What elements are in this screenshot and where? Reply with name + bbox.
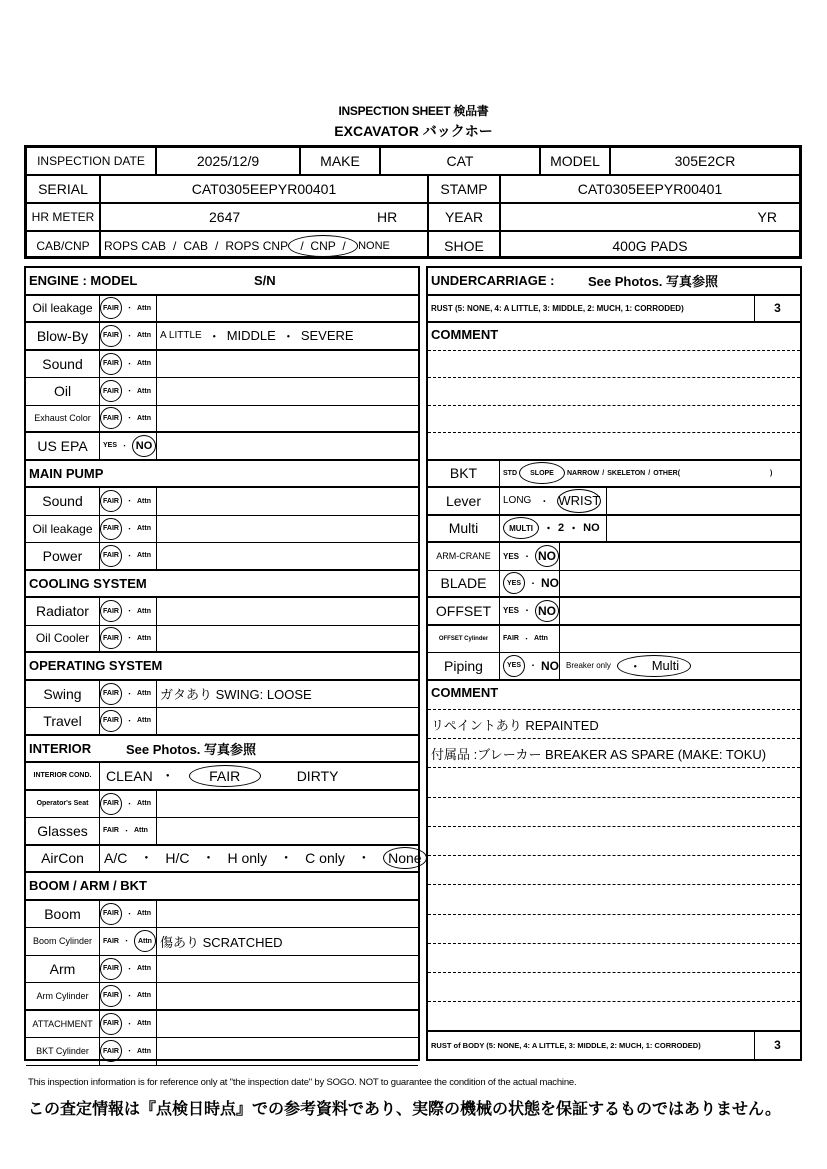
hr-meter-value: 2647 xyxy=(209,209,241,225)
option-attn[interactable]: Attn xyxy=(137,525,151,533)
multi-row xyxy=(428,516,800,544)
option-attn[interactable]: Attn xyxy=(137,965,151,973)
make-label: MAKE xyxy=(301,148,381,174)
option-fair-selected[interactable]: FAIR xyxy=(100,325,122,347)
option-attn[interactable]: Attn xyxy=(137,1020,151,1028)
option-fair-selected[interactable]: FAIR xyxy=(100,683,122,705)
piping-row-label: Piping xyxy=(428,653,500,679)
item-label: Boom Cylinder xyxy=(26,928,100,955)
operating-item xyxy=(26,708,418,736)
section-main-pump xyxy=(26,461,418,489)
comment-line[interactable] xyxy=(428,738,800,739)
bkt-option[interactable]: ) xyxy=(770,469,773,477)
engine-item xyxy=(26,406,418,434)
comment-line[interactable] xyxy=(428,943,800,944)
option-attn[interactable]: Attn xyxy=(137,552,151,560)
item-label: Boom xyxy=(26,901,100,928)
separator: ・ xyxy=(126,690,133,698)
interior-cond-options xyxy=(106,763,338,789)
fair-attn-options xyxy=(100,626,157,652)
aircon-option-selected[interactable]: None xyxy=(383,847,427,869)
option-attn[interactable]: Attn xyxy=(137,304,151,312)
boom-item xyxy=(26,983,418,1011)
separator: ・ xyxy=(126,525,133,533)
blade-row-label: BLADE xyxy=(428,571,500,597)
blade-options xyxy=(500,571,560,597)
bkt-option[interactable]: OTHER( xyxy=(653,469,681,477)
bkt-option[interactable]: SKELETON xyxy=(607,469,646,477)
year-unit: YR xyxy=(757,209,777,225)
arm-crane-row xyxy=(428,543,800,571)
separator: ・ xyxy=(126,332,133,340)
boom-item xyxy=(26,928,418,956)
arm_crane-options xyxy=(500,543,560,570)
option-fair-selected[interactable]: FAIR xyxy=(100,1040,122,1062)
option-fair[interactable]: FAIR xyxy=(103,937,119,945)
item-label: Oil Cooler xyxy=(26,626,100,652)
comment-line[interactable] xyxy=(428,709,800,710)
interior-cond-label: INTERIOR COND. xyxy=(26,763,100,789)
option-fair-selected[interactable]: FAIR xyxy=(100,793,122,815)
option-attn[interactable]: Attn xyxy=(137,360,151,368)
sheet-subtitle: EXCAVATOR バックホー xyxy=(334,123,493,139)
offset-options xyxy=(500,598,560,624)
separator: ・ xyxy=(126,552,133,560)
option-attn[interactable]: Attn xyxy=(533,635,548,643)
comment-line[interactable] xyxy=(428,914,800,915)
separator: ・ xyxy=(126,717,133,725)
rust-body-row xyxy=(428,1032,800,1060)
aircon-option[interactable]: H only xyxy=(227,850,268,867)
separator: ・ xyxy=(126,1048,133,1056)
piping-sub xyxy=(566,653,691,679)
item-label: Sound xyxy=(26,488,100,515)
item-label: ATTACHMENT xyxy=(26,1011,100,1038)
engine-sn-label: S/N xyxy=(254,273,276,289)
section-boom xyxy=(26,873,418,901)
rust-value: 3 xyxy=(754,296,800,322)
option-attn[interactable]: Attn xyxy=(137,387,151,395)
section-interior-title: INTERIOR xyxy=(29,740,92,756)
fair-attn-options xyxy=(100,708,157,734)
offset-cyl-options xyxy=(500,626,560,653)
item-label: Radiator xyxy=(26,598,100,625)
fair-attn-options xyxy=(100,956,157,983)
cab-option-none[interactable]: NONE xyxy=(358,239,390,252)
comment-label: COMMENT xyxy=(431,327,499,342)
blade-row xyxy=(428,571,800,599)
fair-attn-options xyxy=(100,323,157,349)
footer-disclaimer-en: This inspection information is for reference only at "the inspection date" by SOGO. NOT to guarantee the condition of the actual machine. xyxy=(28,1077,577,1088)
item-note: 傷あり SCRATCHED xyxy=(160,934,283,950)
option-attn[interactable]: Attn xyxy=(137,910,151,918)
multi-row-label: Multi xyxy=(428,516,500,542)
option-no[interactable]: NO xyxy=(541,658,559,673)
cond-option-selected[interactable]: FAIR xyxy=(189,765,261,787)
comment-text: 付属品 :ブレーカー BREAKER AS SPARE (MAKE: TOKU) xyxy=(431,747,767,762)
separator: ・ xyxy=(207,329,221,345)
aircon-options xyxy=(104,846,427,872)
arm-crane-row-label: ARM-CRANE xyxy=(428,543,500,570)
main-pump-item xyxy=(26,543,418,571)
cab-option-cnp-selected[interactable]: / CNP / xyxy=(288,235,358,257)
aircon-option[interactable]: A/C xyxy=(104,850,128,867)
engine-item xyxy=(26,433,418,461)
option-fair-selected[interactable]: FAIR xyxy=(100,710,122,732)
option-attn-selected[interactable]: Attn xyxy=(134,930,156,952)
section-cooling xyxy=(26,571,418,599)
option-attn[interactable]: Attn xyxy=(137,607,151,615)
severity-option[interactable]: A LITTLE xyxy=(160,330,202,342)
option-attn[interactable]: Attn xyxy=(137,332,151,340)
separator: ・ xyxy=(126,1020,133,1028)
comment-line[interactable] xyxy=(428,767,800,768)
separator: ・ xyxy=(126,992,133,1000)
offset-row xyxy=(428,598,800,626)
shoe-label: SHOE xyxy=(429,232,501,259)
option-attn[interactable]: Attn xyxy=(137,497,151,505)
bkt-options xyxy=(500,461,772,487)
item-label: Oil leakage xyxy=(26,296,100,322)
option-fair[interactable]: FAIR xyxy=(103,827,119,835)
separator: ・ xyxy=(126,415,133,423)
interior-condition-row xyxy=(26,763,418,791)
model-value: 305E2CR xyxy=(674,153,736,169)
fair-attn-options xyxy=(100,818,157,844)
footer-disclaimer-ja: この査定情報は『点検日時点』での参考資料であり、実際の機械の状態を保証するものではありません。 xyxy=(28,1101,781,1118)
cooling-item xyxy=(26,626,418,654)
option-fair-selected[interactable]: FAIR xyxy=(100,490,122,512)
separator: ・ xyxy=(126,608,133,616)
stamp-label: STAMP xyxy=(429,176,501,202)
offset-row-label: OFFSET xyxy=(428,598,500,624)
breaker-only-option[interactable]: Breaker only xyxy=(566,661,611,671)
bkt-option[interactable]: STD xyxy=(503,469,517,477)
fair-attn-options xyxy=(100,791,157,818)
inspection-date-value: 2025/12/9 xyxy=(157,148,301,174)
option-attn[interactable]: Attn xyxy=(137,800,151,808)
fair-attn-options xyxy=(100,598,157,625)
section-boom-title: BOOM / ARM / BKT xyxy=(29,878,147,894)
operating-item xyxy=(26,681,418,709)
stamp-value: CAT0305EEPYR00401 xyxy=(577,181,723,197)
option-no-selected[interactable]: NO xyxy=(132,435,156,457)
item-label: Swing xyxy=(26,681,100,708)
aircon-option[interactable]: C only xyxy=(305,850,345,867)
right-panel xyxy=(426,266,802,1061)
separator: ・ xyxy=(126,965,133,973)
header-row-date xyxy=(27,148,799,176)
inspection-date-label: INSPECTION DATE xyxy=(27,148,157,174)
severity-option[interactable]: SEVERE xyxy=(300,328,354,344)
left-panel xyxy=(24,266,420,1061)
option-no-selected[interactable]: NO xyxy=(535,600,559,622)
cab-option-rops-cab[interactable]: ROPS CAB xyxy=(104,238,167,253)
cond-option[interactable]: DIRTY xyxy=(296,767,339,784)
fair-attn-options xyxy=(100,1011,157,1038)
item-label: Oil xyxy=(26,378,100,405)
fair-attn-options xyxy=(100,543,157,569)
option-fair-selected[interactable]: FAIR xyxy=(100,1013,122,1035)
option-no-selected[interactable]: NO xyxy=(535,545,559,567)
section-interior xyxy=(26,736,418,764)
separator: ・ xyxy=(121,442,129,450)
separator: ・ xyxy=(126,910,133,918)
separator: ・ xyxy=(126,635,133,643)
separator: ・ xyxy=(126,388,133,396)
comment-label: COMMENT xyxy=(431,684,499,700)
separator: ・ xyxy=(201,850,216,867)
fair-attn-options xyxy=(100,433,157,459)
rust-body-label: RUST of BODY (5: NONE, 4: A LITTLE, 3: MIDDLE, 2: MUCH, 1: CORRODED) xyxy=(431,1040,701,1050)
item-label: Blow-By xyxy=(26,323,100,349)
main-pump-item xyxy=(26,488,418,516)
item-label: Operator's Seat xyxy=(26,791,100,818)
engine-item xyxy=(26,296,418,324)
comment-line[interactable] xyxy=(428,432,800,433)
item-label: US EPA xyxy=(26,433,100,459)
interior-item xyxy=(26,791,418,819)
option-attn[interactable]: Attn xyxy=(133,827,148,835)
separator: ・ xyxy=(126,305,133,313)
undercarriage-see-photos: See Photos. 写真参照 xyxy=(588,274,719,290)
separator: ・ xyxy=(139,850,154,867)
option-attn[interactable]: Attn xyxy=(137,634,151,642)
aircon-option[interactable]: H/C xyxy=(165,850,190,867)
section-operating xyxy=(26,653,418,681)
option-yes[interactable]: YES xyxy=(103,442,118,450)
header-row-hours xyxy=(27,204,799,232)
separator: ・ xyxy=(522,635,530,643)
comment-line[interactable] xyxy=(428,826,800,827)
comment-line[interactable] xyxy=(428,972,800,973)
aircon-row xyxy=(26,846,422,874)
main-pump-item xyxy=(26,516,418,544)
item-label: Sound xyxy=(26,351,100,378)
option-attn[interactable]: Attn xyxy=(137,1047,151,1055)
rust-label: RUST (5: NONE, 4: A LITTLE, 3: MIDDLE, 2: MUCH, 1: CORRODED) xyxy=(431,303,684,313)
option-fair-selected[interactable]: FAIR xyxy=(100,958,122,980)
option-fair-selected[interactable]: FAIR xyxy=(100,600,122,622)
section-cooling-title: COOLING SYSTEM xyxy=(29,575,147,591)
engine-item xyxy=(26,378,418,406)
multi-piping-label: Multi xyxy=(651,658,680,674)
boom-item xyxy=(26,1038,418,1066)
boom-item xyxy=(26,956,418,984)
separator: ・ xyxy=(628,659,642,675)
undercarriage-comment-box xyxy=(428,323,800,461)
slash: / xyxy=(602,469,605,477)
item-label: Travel xyxy=(26,708,100,734)
separator: ・ xyxy=(122,827,130,835)
blow-by-severity-options xyxy=(160,323,354,349)
comment-line[interactable] xyxy=(428,377,800,378)
multi-option-no[interactable]: NO xyxy=(583,522,600,535)
item-label: Power xyxy=(26,543,100,569)
fair-attn-options xyxy=(100,378,157,405)
header-row-serial xyxy=(27,176,799,204)
fair-attn-options xyxy=(100,681,157,708)
section-undercarriage xyxy=(428,268,800,296)
comment-line[interactable] xyxy=(428,1001,800,1002)
separator: ・ xyxy=(523,551,532,561)
shoe-value: 400G PADS xyxy=(612,237,688,254)
boom-item xyxy=(26,901,418,929)
header-row-cab xyxy=(27,232,799,259)
section-undercarriage-title: UNDERCARRIAGE : xyxy=(431,273,555,289)
hr-meter-label: HR METER xyxy=(27,204,101,230)
multi-option-2[interactable]: 2 xyxy=(558,522,565,535)
piping-options xyxy=(500,653,560,679)
separator: ・ xyxy=(160,767,175,784)
interior-see-photos: See Photos. 写真参照 xyxy=(126,741,257,757)
item-label: Exhaust Color xyxy=(26,406,100,432)
fair-attn-options xyxy=(100,516,157,543)
comment-line[interactable] xyxy=(428,350,800,351)
comment-text: リペイントあり REPAINTED xyxy=(431,717,599,733)
make-value: CAT xyxy=(381,148,541,174)
cond-option[interactable]: CLEAN xyxy=(106,767,153,784)
option-attn[interactable]: Attn xyxy=(137,992,151,1000)
separator: ・ xyxy=(126,498,133,506)
year-cell xyxy=(501,204,799,230)
lever-option-long[interactable]: LONG xyxy=(503,495,532,507)
rust-row xyxy=(428,296,800,324)
bkt-row-label: BKT xyxy=(428,461,500,487)
section-main-pump-title: MAIN PUMP xyxy=(29,465,104,481)
separator: ・ xyxy=(122,938,130,946)
comment-box xyxy=(428,681,800,1032)
multi-piping-selected[interactable] xyxy=(617,655,691,677)
separator: ・ xyxy=(126,800,133,808)
lever-options xyxy=(500,488,607,514)
option-fair-selected[interactable]: FAIR xyxy=(100,545,122,567)
comment-line[interactable] xyxy=(428,797,800,798)
fair-attn-options xyxy=(100,296,157,322)
separator: ・ xyxy=(543,523,554,536)
fair-attn-options xyxy=(100,406,157,432)
cab-option-cab[interactable]: CAB xyxy=(183,238,209,253)
option-fair-selected[interactable]: FAIR xyxy=(100,380,122,402)
option-fair-selected[interactable]: FAIR xyxy=(100,985,122,1007)
separator: ・ xyxy=(279,850,294,867)
fair-attn-options xyxy=(100,983,157,1009)
cooling-item xyxy=(26,598,418,626)
option-fair-selected[interactable]: FAIR xyxy=(100,297,122,319)
section-operating-title: OPERATING SYSTEM xyxy=(29,658,163,674)
multi-options xyxy=(500,516,607,542)
option-fair-selected[interactable]: FAIR xyxy=(100,903,122,925)
bkt-row xyxy=(428,461,800,489)
fair-attn-options xyxy=(100,901,157,928)
interior-item xyxy=(26,818,418,846)
separator: ・ xyxy=(356,850,371,867)
slash: / xyxy=(648,469,651,477)
item-label: Arm Cylinder xyxy=(26,983,100,1009)
option-no[interactable]: NO xyxy=(541,576,559,591)
option-fair-selected[interactable]: FAIR xyxy=(100,407,122,429)
comment-line[interactable] xyxy=(428,884,800,885)
separator: ・ xyxy=(523,606,532,616)
separator: ・ xyxy=(529,578,537,588)
option-fair-selected[interactable]: FAIR xyxy=(100,518,122,540)
comment-line[interactable] xyxy=(428,405,800,406)
lever-row-label: Lever xyxy=(428,488,500,514)
bkt-option-selected[interactable]: SLOPE xyxy=(519,462,565,484)
option-yes-selected[interactable]: YES xyxy=(503,572,525,594)
bkt-option[interactable]: NARROW xyxy=(567,469,600,477)
cab-option-rops-cnp[interactable]: ROPS CNP xyxy=(225,238,289,253)
option-attn[interactable]: Attn xyxy=(137,414,151,422)
item-label: Glasses xyxy=(26,818,100,844)
comment-line[interactable] xyxy=(428,855,800,856)
engine-item xyxy=(26,323,418,351)
cab-label: CAB/CNP xyxy=(27,232,101,259)
serial-label: SERIAL xyxy=(27,176,101,202)
lever-row xyxy=(428,488,800,516)
fair-attn-options xyxy=(100,928,157,955)
item-label: BKT Cylinder xyxy=(26,1038,100,1065)
offset-cylinder-row-label: OFFSET Cylinder xyxy=(428,626,500,653)
item-note: ガタあり SWING: LOOSE xyxy=(160,687,312,703)
fair-attn-options xyxy=(100,351,157,378)
severity-option[interactable]: MIDDLE xyxy=(226,328,276,344)
separator: ・ xyxy=(281,329,295,345)
option-yes[interactable]: YES xyxy=(503,551,520,561)
separator: ・ xyxy=(529,661,537,671)
aircon-label: AirCon xyxy=(26,846,100,872)
multi-option-multi-selected[interactable]: MULTI xyxy=(503,517,539,539)
option-fair-selected[interactable]: FAIR xyxy=(100,353,122,375)
hr-meter-cell xyxy=(101,204,429,230)
header-table xyxy=(24,145,802,259)
separator: ・ xyxy=(126,360,133,368)
boom-item xyxy=(26,1011,418,1039)
separator: ・ xyxy=(568,523,580,536)
offset-cylinder-row xyxy=(428,626,800,654)
item-label: Arm xyxy=(26,956,100,983)
lever-option-wrist-selected[interactable]: WRIST xyxy=(557,489,601,513)
option-fair-selected[interactable]: FAIR xyxy=(100,627,122,649)
cab-options: ROPS CAB / CAB / ROPS CNP / CNP / NONE xyxy=(101,232,429,259)
option-fair[interactable]: FAIR xyxy=(503,635,519,643)
serial-value: CAT0305EEPYR00401 xyxy=(101,176,429,202)
section-engine-title: ENGINE : MODEL xyxy=(29,273,138,289)
sheet-title: INSPECTION SHEET 検品書 xyxy=(338,104,489,118)
option-yes[interactable]: YES xyxy=(503,606,520,616)
engine-item xyxy=(26,351,418,379)
hr-unit: HR xyxy=(377,209,398,225)
section-engine xyxy=(26,268,418,296)
option-attn[interactable]: Attn xyxy=(137,717,151,725)
item-label: Oil leakage xyxy=(26,516,100,543)
piping-row xyxy=(428,653,800,681)
option-attn[interactable]: Attn xyxy=(137,690,151,698)
fair-attn-options xyxy=(100,488,157,515)
option-yes-selected[interactable]: YES xyxy=(503,655,525,677)
model-label: MODEL xyxy=(541,148,611,174)
fair-attn-options xyxy=(100,1038,157,1065)
rust-body-value: 3 xyxy=(754,1032,800,1060)
year-label: YEAR xyxy=(429,204,501,230)
separator: ・ xyxy=(539,497,550,509)
